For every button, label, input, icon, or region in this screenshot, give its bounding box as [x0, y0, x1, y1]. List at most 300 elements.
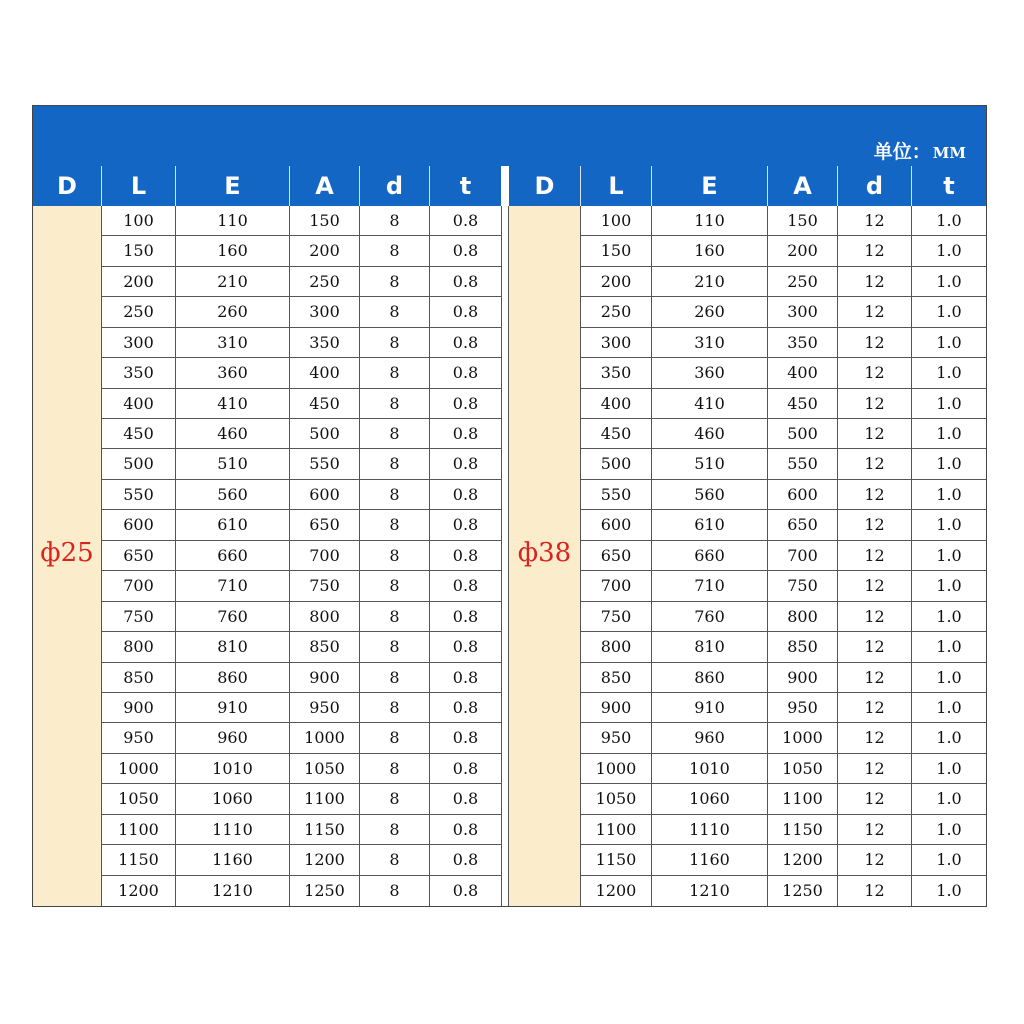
cell-t: 0.8: [452, 606, 479, 626]
cell-e: 460: [176, 419, 290, 449]
cell-e: 260: [176, 297, 290, 327]
cell-d: 8: [360, 784, 430, 814]
cell-e: 860: [176, 663, 290, 693]
cell-a: 1000: [768, 723, 838, 753]
cell-d: 12: [838, 267, 912, 297]
cell-l: 450: [102, 419, 176, 449]
cell-d: 12: [838, 449, 912, 479]
cell-t: 1.0: [936, 484, 962, 504]
cell-t: 1.0: [936, 332, 962, 352]
cell-l: 1000: [102, 754, 176, 784]
cell-e: 710: [652, 571, 768, 601]
title-banner: [33, 106, 986, 166]
cell-d: 8: [360, 663, 430, 693]
cell-e: 510: [176, 449, 290, 479]
cell-d: 8: [360, 510, 430, 540]
cell-e: 1160: [652, 845, 768, 875]
cell-d: 8: [360, 693, 430, 723]
header-d-right: D: [509, 166, 581, 206]
cell-d: 12: [838, 297, 912, 327]
cell-e: 410: [652, 389, 768, 419]
cell-t: 0.8: [452, 211, 479, 230]
cell-e: 410: [176, 389, 290, 419]
cell-a: 450: [290, 389, 360, 419]
cell-a: 150: [768, 206, 838, 236]
table-row: [581, 236, 986, 266]
cell-a: 300: [768, 297, 838, 327]
cell-a: 1050: [768, 754, 838, 784]
cell-e: 610: [176, 510, 290, 540]
cell-t: 1.0: [936, 454, 962, 474]
cell-a: 950: [290, 693, 360, 723]
cell-t: 0.8: [452, 241, 479, 261]
cell-e: 110: [652, 206, 768, 236]
d-column-right: [509, 206, 581, 906]
cell-d: 12: [838, 480, 912, 510]
table-row: [581, 754, 986, 784]
cell-t: 0.8: [452, 758, 479, 778]
cell-l: 300: [102, 328, 176, 358]
cell-l: 950: [102, 723, 176, 753]
cell-e: 960: [176, 723, 290, 753]
table-row: [102, 845, 501, 875]
table-row: [581, 297, 986, 327]
cell-l: 400: [581, 389, 652, 419]
cell-t: 0.8: [452, 667, 479, 687]
table-row: [581, 328, 986, 358]
cell-d: 12: [838, 358, 912, 388]
cell-t: 0.8: [452, 697, 479, 717]
cell-t: 0.8: [452, 271, 479, 291]
cell-l: 900: [102, 693, 176, 723]
cell-l: 200: [581, 267, 652, 297]
cell-t: 1.0: [936, 850, 962, 870]
cell-e: 810: [176, 632, 290, 662]
cell-l: 100: [102, 206, 176, 236]
cell-t: 1.0: [936, 789, 962, 809]
cell-e: 1110: [652, 815, 768, 845]
cell-a: 700: [768, 541, 838, 571]
table-row: [581, 723, 986, 753]
cell-e: 310: [652, 328, 768, 358]
table-row: [102, 419, 501, 449]
table-row: [581, 267, 986, 297]
cell-t: 1.0: [936, 637, 962, 657]
table-row: [102, 693, 501, 723]
cell-e: 210: [176, 267, 290, 297]
cell-d: 8: [360, 571, 430, 601]
cell-e: 960: [652, 723, 768, 753]
header-d-small-right: d: [838, 166, 912, 206]
cell-d: 12: [838, 389, 912, 419]
cell-l: 850: [102, 663, 176, 693]
cell-a: 1050: [290, 754, 360, 784]
cell-a: 550: [768, 449, 838, 479]
cell-a: 1250: [290, 876, 360, 906]
cell-d: 8: [360, 267, 430, 297]
header-d-small-left: d: [360, 166, 430, 206]
cell-a: 200: [768, 236, 838, 266]
table-row: [581, 206, 986, 236]
cell-d: 8: [360, 389, 430, 419]
table-row: [102, 571, 501, 601]
header-a-right: A: [768, 166, 838, 206]
cell-e: 560: [652, 480, 768, 510]
cell-a: 750: [768, 571, 838, 601]
cell-a: 900: [768, 663, 838, 693]
cell-a: 300: [290, 297, 360, 327]
cell-d: 12: [838, 723, 912, 753]
cell-e: 1210: [176, 876, 290, 906]
cell-d: 12: [838, 571, 912, 601]
cell-e: 160: [652, 236, 768, 266]
cell-l: 1100: [102, 815, 176, 845]
cell-e: 1210: [652, 876, 768, 906]
header-e-right: E: [652, 166, 768, 206]
cell-l: 450: [581, 419, 652, 449]
cell-d: 12: [838, 876, 912, 906]
header-d-left: D: [33, 166, 102, 206]
table-row: [102, 236, 501, 266]
table-row: [102, 480, 501, 510]
table-row: [102, 328, 501, 358]
header-gap: [501, 166, 509, 206]
cell-d: 8: [360, 876, 430, 906]
cell-t: 1.0: [936, 819, 962, 839]
table-row: [581, 571, 986, 601]
table-row: [581, 602, 986, 632]
cell-l: 150: [102, 236, 176, 266]
cell-a: 1150: [768, 815, 838, 845]
cell-t: 0.8: [452, 332, 479, 352]
table-divider: [501, 206, 509, 906]
cell-t: 0.8: [452, 880, 479, 900]
cell-d: 8: [360, 845, 430, 875]
diameter-label-right: ф38: [517, 538, 572, 568]
unit-label-cn: 单位：: [873, 141, 931, 163]
cell-l: 550: [581, 480, 652, 510]
cell-a: 350: [768, 328, 838, 358]
table-row: [581, 663, 986, 693]
cell-l: 650: [102, 541, 176, 571]
cell-l: 400: [102, 389, 176, 419]
table-row: [581, 419, 986, 449]
table-row: [581, 845, 986, 875]
cell-l: 700: [102, 571, 176, 601]
cell-e: 310: [176, 328, 290, 358]
cell-t: 0.8: [452, 393, 479, 413]
cell-l: 500: [581, 449, 652, 479]
cell-e: 460: [652, 419, 768, 449]
cell-d: 12: [838, 754, 912, 784]
cell-a: 500: [768, 419, 838, 449]
cell-t: 1.0: [936, 515, 962, 535]
diameter-label-left: ф25: [40, 538, 94, 568]
cell-e: 910: [176, 693, 290, 723]
cell-l: 200: [102, 267, 176, 297]
cell-t: 0.8: [452, 728, 479, 748]
cell-d: 12: [838, 510, 912, 540]
cell-l: 1050: [102, 784, 176, 814]
cell-a: 350: [290, 328, 360, 358]
spec-sheet: [32, 105, 987, 907]
cell-l: 600: [102, 510, 176, 540]
cell-d: 12: [838, 632, 912, 662]
unit-label: [874, 141, 966, 164]
cell-e: 660: [652, 541, 768, 571]
cell-l: 700: [581, 571, 652, 601]
table-row: [102, 510, 501, 540]
cell-l: 950: [581, 723, 652, 753]
cell-e: 110: [176, 206, 290, 236]
cell-l: 850: [581, 663, 652, 693]
cell-a: 850: [290, 632, 360, 662]
table-row: [102, 815, 501, 845]
cell-t: 1.0: [936, 424, 962, 444]
cell-d: 8: [360, 236, 430, 266]
cell-a: 1250: [768, 876, 838, 906]
cell-l: 650: [581, 541, 652, 571]
cell-l: 1150: [102, 845, 176, 875]
cell-d: 12: [838, 663, 912, 693]
cell-a: 900: [290, 663, 360, 693]
cell-d: 12: [838, 693, 912, 723]
cell-e: 1110: [176, 815, 290, 845]
cell-e: 760: [176, 602, 290, 632]
cell-a: 150: [290, 206, 360, 236]
cell-e: 360: [652, 358, 768, 388]
cell-t: 0.8: [452, 484, 479, 504]
cell-t: 1.0: [936, 576, 962, 596]
header-t-right: t: [943, 172, 955, 200]
cell-d: 12: [838, 845, 912, 875]
table-row: [581, 784, 986, 814]
cell-d: 8: [360, 723, 430, 753]
cell-t: 1.0: [936, 302, 962, 322]
header-e-left: E: [176, 166, 290, 206]
cell-l: 250: [102, 297, 176, 327]
cell-d: 8: [360, 419, 430, 449]
cell-a: 800: [290, 602, 360, 632]
cell-d: 12: [838, 236, 912, 266]
cell-t: 1.0: [936, 363, 962, 383]
cell-d: 8: [360, 754, 430, 784]
cell-l: 250: [581, 297, 652, 327]
cell-e: 1060: [176, 784, 290, 814]
cell-t: 1.0: [936, 697, 962, 717]
cell-a: 800: [768, 602, 838, 632]
table-row: [581, 876, 986, 906]
cell-l: 150: [581, 236, 652, 266]
cell-a: 1100: [768, 784, 838, 814]
table-row: [581, 480, 986, 510]
cell-t: 1.0: [936, 880, 962, 900]
cell-a: 400: [768, 358, 838, 388]
cell-a: 600: [290, 480, 360, 510]
cell-t: 1.0: [936, 758, 962, 778]
cell-t: 0.8: [452, 545, 479, 565]
cell-e: 210: [652, 267, 768, 297]
cell-e: 560: [176, 480, 290, 510]
cell-a: 400: [290, 358, 360, 388]
cell-d: 12: [838, 206, 912, 236]
cell-a: 600: [768, 480, 838, 510]
table-row: [102, 449, 501, 479]
table-row: [581, 693, 986, 723]
cell-a: 200: [290, 236, 360, 266]
cell-d: 8: [360, 358, 430, 388]
cell-t: 1.0: [936, 667, 962, 687]
cell-e: 760: [652, 602, 768, 632]
cell-a: 550: [290, 449, 360, 479]
cell-l: 350: [102, 358, 176, 388]
cell-l: 1200: [581, 876, 652, 906]
table-row: [102, 663, 501, 693]
cell-a: 850: [768, 632, 838, 662]
cell-t: 1.0: [936, 545, 962, 565]
cell-a: 1200: [290, 845, 360, 875]
cell-d: 8: [360, 541, 430, 571]
cell-e: 510: [652, 449, 768, 479]
cell-d: 12: [838, 419, 912, 449]
table-row: [102, 602, 501, 632]
header-l-left: L: [102, 166, 176, 206]
cell-a: 1100: [290, 784, 360, 814]
cell-l: 350: [581, 358, 652, 388]
cell-e: 610: [652, 510, 768, 540]
cell-a: 450: [768, 389, 838, 419]
cell-l: 900: [581, 693, 652, 723]
cell-l: 800: [581, 632, 652, 662]
table-row: [102, 876, 501, 906]
cell-e: 1010: [652, 754, 768, 784]
header-t-left: t: [459, 172, 472, 200]
cell-d: 8: [360, 297, 430, 327]
cell-d: 12: [838, 815, 912, 845]
cell-l: 1050: [581, 784, 652, 814]
cell-t: 0.8: [452, 454, 479, 474]
table-row: [581, 449, 986, 479]
table-row: [581, 541, 986, 571]
column-header-row: [33, 166, 986, 206]
table-row: [581, 632, 986, 662]
cell-e: 160: [176, 236, 290, 266]
cell-e: 1010: [176, 754, 290, 784]
cell-a: 700: [290, 541, 360, 571]
cell-t: 1.0: [936, 241, 962, 261]
cell-l: 750: [102, 602, 176, 632]
cell-t: 0.8: [452, 850, 479, 870]
cell-a: 1150: [290, 815, 360, 845]
cell-a: 750: [290, 571, 360, 601]
table-row: [581, 815, 986, 845]
cell-t: 1.0: [936, 271, 962, 291]
cell-d: 12: [838, 784, 912, 814]
cell-e: 360: [176, 358, 290, 388]
cell-d: 12: [838, 541, 912, 571]
cell-t: 1.0: [936, 393, 962, 413]
cell-l: 1100: [581, 815, 652, 845]
cell-e: 660: [176, 541, 290, 571]
cell-l: 750: [581, 602, 652, 632]
cell-l: 550: [102, 480, 176, 510]
cell-e: 810: [652, 632, 768, 662]
cell-t: 1.0: [936, 606, 962, 626]
table-row: [102, 389, 501, 419]
table-row: [102, 784, 501, 814]
table-row: [581, 358, 986, 388]
cell-l: 1000: [581, 754, 652, 784]
cell-a: 500: [290, 419, 360, 449]
cell-d: 8: [360, 815, 430, 845]
cell-d: 8: [360, 449, 430, 479]
table-row: [102, 541, 501, 571]
cell-t: 1.0: [936, 728, 962, 748]
cell-l: 800: [102, 632, 176, 662]
cell-a: 250: [290, 267, 360, 297]
cell-e: 1160: [176, 845, 290, 875]
cell-t: 0.8: [452, 363, 479, 383]
cell-e: 910: [652, 693, 768, 723]
cell-d: 12: [838, 602, 912, 632]
cell-d: 8: [360, 480, 430, 510]
cell-l: 1150: [581, 845, 652, 875]
cell-t: 0.8: [452, 789, 479, 809]
cell-l: 1200: [102, 876, 176, 906]
cell-d: 8: [360, 206, 430, 236]
cell-d: 8: [360, 602, 430, 632]
d-column-left: [33, 206, 102, 906]
cell-d: 8: [360, 632, 430, 662]
cell-a: 650: [768, 510, 838, 540]
cell-l: 600: [581, 510, 652, 540]
cell-a: 250: [768, 267, 838, 297]
cell-d: 12: [838, 328, 912, 358]
header-a-left: A: [290, 166, 360, 206]
cell-a: 950: [768, 693, 838, 723]
cell-l: 500: [102, 449, 176, 479]
header-l-right: L: [581, 166, 652, 206]
cell-l: 300: [581, 328, 652, 358]
cell-t: 0.8: [452, 424, 479, 444]
table-row: [581, 389, 986, 419]
cell-e: 710: [176, 571, 290, 601]
table-row: [102, 723, 501, 753]
cell-a: 1000: [290, 723, 360, 753]
unit-label-mm: MM: [932, 144, 966, 162]
cell-e: 260: [652, 297, 768, 327]
cell-a: 1200: [768, 845, 838, 875]
cell-a: 650: [290, 510, 360, 540]
table-row: [102, 358, 501, 388]
cell-t: 0.8: [452, 637, 479, 657]
table-row: [102, 206, 501, 236]
cell-t: 1.0: [936, 211, 962, 230]
table-row: [102, 297, 501, 327]
cell-e: 860: [652, 663, 768, 693]
cell-t: 0.8: [452, 515, 479, 535]
cell-t: 0.8: [452, 819, 479, 839]
cell-e: 1060: [652, 784, 768, 814]
tables-body: [33, 206, 986, 906]
table-row: [102, 754, 501, 784]
cell-t: 0.8: [452, 576, 479, 596]
cell-t: 0.8: [452, 302, 479, 322]
table-row: [102, 267, 501, 297]
table-row: [102, 632, 501, 662]
cell-d: 8: [360, 328, 430, 358]
cell-l: 100: [581, 206, 652, 236]
